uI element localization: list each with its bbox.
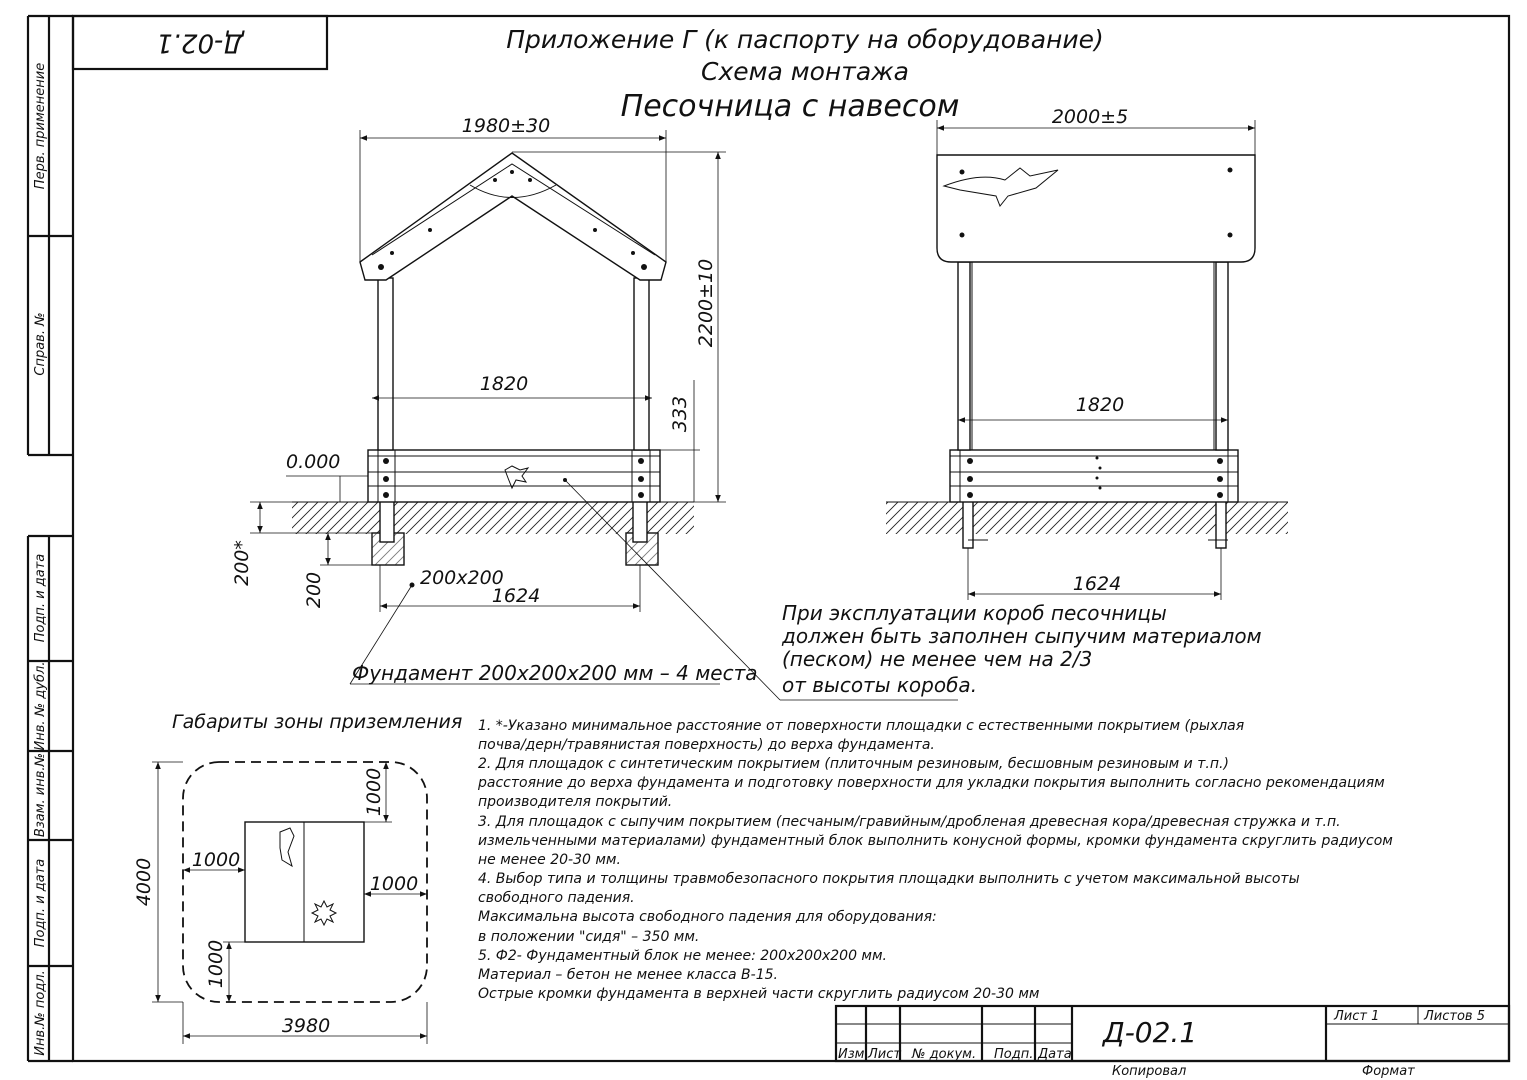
tb-doc-code: Д-02.1	[1102, 1016, 1198, 1049]
header-line1: Приложение Г (к паспорту на оборудование)	[506, 25, 1104, 54]
dim-depth-star: 200*	[231, 540, 253, 586]
note-line: 2. Для площадок с синтетическим покрытием (плиточным резиновым, бесшовным резиновым и т.п.)	[478, 756, 1229, 772]
fill-note-1: При эксплуатации короб песочницы	[782, 601, 1167, 625]
dim-side-inner: 1820	[1075, 394, 1125, 416]
note-line: почва/дерн/травянистая поверхность) до верха фундамента.	[478, 737, 935, 753]
fill-note-4: от высоты короба.	[782, 673, 978, 697]
side-label-inv-podl: Инв.№ подл.	[33, 970, 48, 1056]
fill-note-2: должен быть заполнен сыпучим материалом	[782, 624, 1262, 648]
tb-sign: Подп.	[994, 1047, 1034, 1062]
note-line: производителя покрытий.	[478, 794, 673, 810]
notes	[477, 718, 1393, 1002]
note-line: не менее 20-30 мм.	[478, 852, 621, 868]
zone-dim-height: 4000	[133, 857, 155, 907]
dim-front-side: 333	[669, 395, 691, 433]
tb-sheet: Лист 1	[1334, 1009, 1380, 1024]
note-line: Максимальна высота свободного падения для оборудования:	[478, 909, 937, 925]
dim-depth: 200	[303, 571, 325, 609]
zone-dim-left: 1000	[191, 849, 241, 871]
side-label-inv-dubl: Инв. № дубл.	[33, 661, 48, 751]
foundation-note: Фундамент 200х200х200 мм – 4 места	[352, 661, 758, 685]
note-line: измельченными материалами) фундаментный блок выполнить конусной формы, кромки фундамента скруглить радиусом	[478, 833, 1393, 849]
tb-copied: Копировал	[1112, 1064, 1187, 1079]
landing-zone	[152, 762, 427, 1044]
fill-note-3: (песком) не менее чем на 2/3	[782, 647, 1093, 671]
note-line: 1. *-Указано минимальное расстояние от поверхности площадки с естественными покрытием (рыхлая	[478, 718, 1245, 734]
tb-sheets: Листов 5	[1424, 1009, 1485, 1024]
zone-dim-right: 1000	[369, 873, 419, 895]
dim-side-base: 1624	[1072, 573, 1122, 595]
tb-doc: № докум.	[912, 1047, 977, 1062]
note-line: Материал – бетон не менее класса В-15.	[478, 967, 778, 983]
tb-izm: Изм	[838, 1047, 865, 1062]
note-line: 4. Выбор типа и толщины травмобезопасного покрытия площадки выполнить с учетом максимальной высоты	[478, 871, 1300, 887]
side-view	[886, 155, 1288, 548]
dim-side-width: 2000±5	[1051, 106, 1129, 128]
dim-front-height: 2200±10	[695, 258, 717, 348]
tb-format: Формат	[1362, 1064, 1415, 1079]
doc-code-rotated: Д-02.1	[156, 27, 244, 58]
dim-front-width: 1980±30	[461, 115, 551, 137]
zone-dim-top: 1000	[363, 767, 385, 817]
dim-block: 200х200	[420, 567, 504, 589]
zone-dim-bottom: 1000	[205, 939, 227, 989]
tb-date: Дата	[1038, 1047, 1072, 1062]
zone-title: Габариты зоны приземления	[172, 711, 463, 733]
header-line2: Схема монтажа	[701, 57, 909, 86]
note-line: Острые кромки фундамента в верхней части скруглить радиусом 20-30 мм	[478, 986, 1040, 1002]
side-label-podp1: Подп. и дата	[33, 553, 48, 643]
note-line: расстояние до верха фундамента и подготовку поверхности для укладки покрытия выполнить согласно рекомендациям	[478, 775, 1385, 791]
zone-dim-width: 3980	[281, 1015, 331, 1037]
dim-front-base: 1624	[491, 585, 541, 607]
side-label-perv: Перв. применение	[33, 62, 48, 190]
level-mark: 0.000	[286, 451, 341, 473]
side-label-podp2: Подп. и дата	[33, 858, 48, 948]
side-label-sprav: Справ. №	[33, 312, 48, 376]
note-line: 3. Для площадок с сыпучим покрытием (песчаным/гравийным/дробленая древесная кора/древесная стружка и т.п.	[478, 814, 1341, 830]
tb-list: Лист	[868, 1047, 901, 1062]
side-label-vzam: Взам. инв.№	[33, 752, 48, 838]
front-view	[292, 153, 694, 565]
note-line: 5. Ф2- Фундаментный блок не менее: 200х200х200 мм.	[478, 948, 888, 964]
dim-front-inner: 1820	[479, 373, 529, 395]
header-line3: Песочница с навесом	[620, 89, 960, 124]
note-line: в положении "сидя" – 350 мм.	[478, 929, 700, 945]
note-line: свободного падения.	[478, 890, 635, 906]
